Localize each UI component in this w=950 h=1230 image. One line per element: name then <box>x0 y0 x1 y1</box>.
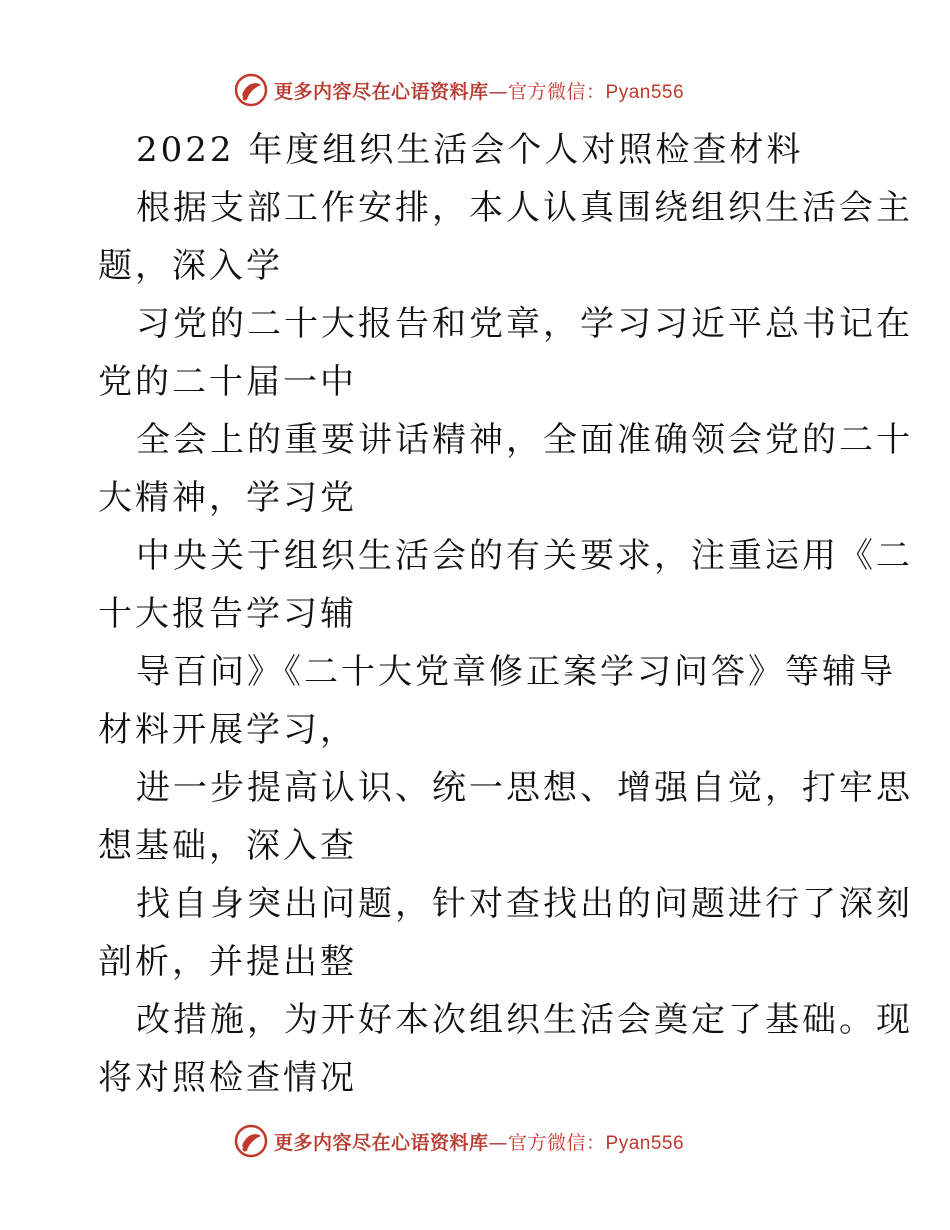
watermark-text <box>274 1128 684 1155</box>
watermark-name: 更多内容尽在心语资料库 <box>274 80 489 103</box>
text-line: 题，深入学 <box>98 246 283 286</box>
document-body <box>98 121 913 1107</box>
text-line: 改措施，为开好本次组织生活会奠定了基础。现 <box>136 1000 913 1040</box>
watermark-separator: — <box>488 80 509 103</box>
text-line: 找自身突出问题，针对查找出的问题进行了深刻 <box>136 884 913 924</box>
text-line: 想基础，深入查 <box>98 826 357 866</box>
text-line: 党的二十届一中 <box>98 362 357 402</box>
watermark-name: 更多内容尽在心语资料库 <box>274 1131 489 1154</box>
watermark-id: Pyan556 <box>605 1132 685 1154</box>
watermark-separator: — <box>488 1131 509 1154</box>
text-line: 全会上的重要讲话精神，全面准确领会党的二十 <box>136 420 913 460</box>
watermark-label: 官方微信： <box>508 80 606 103</box>
text-line: 剖析，并提出整 <box>98 942 357 982</box>
text-line: 导百问》《二十大党章修正案学习问答》等辅导 <box>136 652 896 692</box>
text-line: 材料开展学习， <box>98 710 357 750</box>
brand-logo-icon <box>234 1124 268 1158</box>
text-line: 习党的二十大报告和党章，学习习近平总书记在 <box>136 304 913 344</box>
document-title: 2022 年度组织生活会个人对照检查材料 <box>136 130 804 170</box>
text-line: 大精神，学习党 <box>98 478 357 518</box>
text-line: 根据支部工作安排，本人认真围绕组织生活会主 <box>136 188 913 228</box>
watermark-label: 官方微信： <box>508 1131 606 1154</box>
watermark-id: Pyan556 <box>605 81 685 103</box>
text-line: 中央关于组织生活会的有关要求，注重运用《二 <box>136 536 913 576</box>
footer-watermark <box>234 1121 754 1161</box>
brand-logo-icon <box>234 73 268 107</box>
watermark-text <box>274 77 684 104</box>
text-line: 将对照检查情况 <box>98 1058 357 1098</box>
text-line: 十大报告学习辅 <box>98 594 357 634</box>
header-watermark <box>234 70 754 110</box>
text-line: 进一步提高认识、统一思想、增强自觉，打牢思 <box>136 768 913 808</box>
